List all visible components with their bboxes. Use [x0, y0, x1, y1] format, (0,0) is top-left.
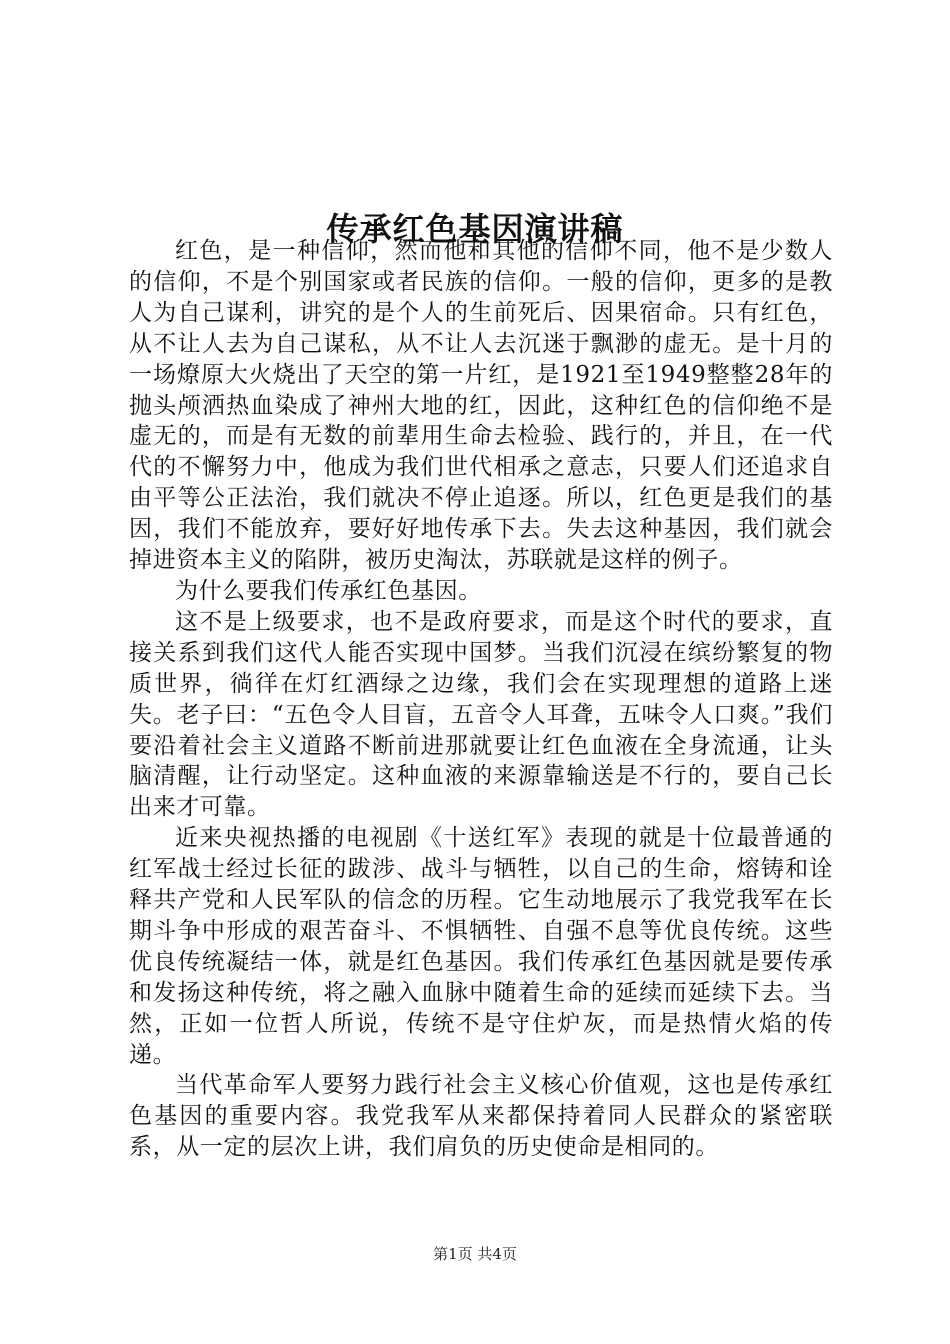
paragraph-1: 红色，是一种信仰，然而他和其他的信仰不同，他不是少数人的信仰，不是个别国家或者民族的信仰。一般的信仰，更多的是教人为自己谋利，讲究的是个人的生前死后、因果宿命。只有红色，从不让人去为自己谋私，从不让人去沉迷于飘渺的虚无。是十月的一场燎原大火烧出了天空的第一片红，是1921至1949整整28年的抛头颅洒热血染成了神州大地的红，因此，这种红色的信仰绝不是虚无的，而是有无数的前辈用生命去检验、践行的，并且，在一代代的不懈努力中，他成为我们世代相承之意志，只要人们还追求自由平等公正法治，我们就决不停止追逐。所以，红色更是我们的基因，我们不能放弃，要好好地传承下去。失去这种基因，我们就会掉进资本主义的陷阱，被历史淘汰，苏联就是这样的例子。	[129, 238, 833, 574]
document-body	[129, 236, 833, 1163]
page-number-footer: 第1页 共4页	[433, 1245, 517, 1263]
paragraph-2: 为什么要我们传承红色基因。	[175, 577, 482, 604]
page-title: 传承红色基因演讲稿	[326, 210, 624, 249]
paragraph-5: 当代革命军人要努力践行社会主义核心价值观，这也是传承红色基因的重要内容。我党我军从来都保持着同人民群众的紧密联系，从一定的层次上讲，我们肩负的历史使命是相同的。	[129, 1072, 833, 1161]
paragraph-4: 近来央视热播的电视剧《十送红军》表现的就是十位最普通的红军战士经过长征的跋涉、战斗与牺牲，以自己的生命，熔铸和诠释共产党和人民军队的信念的历程。它生动地展示了我党我军在长期斗争中形成的艰苦奋斗、不惧牺牲、自强不息等优良传统。这些优良传统凝结一体，就是红色基因。我们传承红色基因就是要传承和发扬这种传统，将之融入血脉中随着生命的延续而延续下去。当然，正如一位哲人所说，传统不是守住炉灰，而是热情火焰的传递。	[129, 825, 833, 1068]
paragraph-3: 这不是上级要求，也不是政府要求，而是这个时代的要求，直接关系到我们这代人能否实现中国梦。当我们沉浸在缤纷繁复的物质世界，徜徉在灯红酒绿之边缘，我们会在实现理想的道路上迷失。老子曰：“五色令人目盲，五音令人耳聋，五味令人口爽。”我们要沿着社会主义道路不断前进那就要让红色血液在全身流通，让头脑清醒，让行动坚定。这种血液的来源靠输送是不行的，要自己长出来才可靠。	[129, 608, 833, 821]
